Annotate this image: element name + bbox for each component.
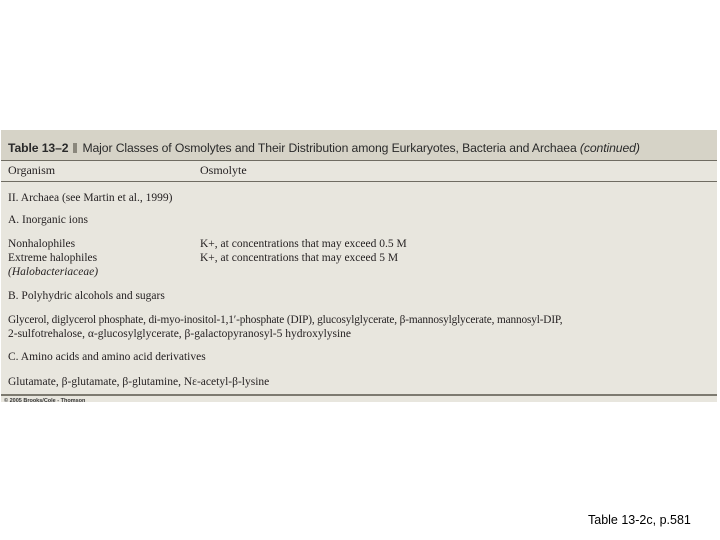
header-rule-top bbox=[1, 160, 717, 161]
osmolyte-cell: K+, at concentrations that may exceed 5 M bbox=[200, 252, 399, 264]
section-heading: II. Archaea (see Martin et al., 1999) bbox=[8, 192, 173, 204]
group-c-heading: C. Amino acids and amino acid derivatives bbox=[8, 351, 206, 363]
table-number: Table 13–2 bbox=[8, 141, 69, 155]
slide-caption: Table 13-2c, p.581 bbox=[588, 513, 691, 527]
table-title-text: Major Classes of Osmolytes and Their Distribution among Eurkaryotes, Bacteria and Archaea bbox=[82, 141, 577, 155]
group-b-heading: B. Polyhydric alcohols and sugars bbox=[8, 290, 165, 302]
group-c-line-1: Glutamate, β-glutamate, β-glutamine, Nε-acetyl-β-lysine bbox=[8, 376, 270, 388]
table-continued: (continued) bbox=[579, 141, 640, 155]
copyright-notice: © 2005 Brooks/Cole - Thomson bbox=[4, 398, 86, 404]
group-b-line-2: 2-sulfotrehalose, α-glucosylglycerate, β-galactopyranosyl-5 hydroxylysine bbox=[8, 328, 352, 340]
table-bottom-rule bbox=[1, 394, 717, 396]
organism-note: (Halobacteriaceae) bbox=[8, 266, 99, 278]
group-b-line-1: Glycerol, diglycerol phosphate, di-myo-inositol-1,1′-phosphate (DIP), glucosylglycerate, β-mannosylglycerate, mannosyl-DIP, bbox=[8, 314, 563, 326]
organism-cell: Nonhalophiles bbox=[8, 238, 76, 250]
header-rule-bottom bbox=[1, 181, 717, 182]
osmolyte-cell: K+, at concentrations that may exceed 0.5 M bbox=[200, 238, 407, 250]
group-a-heading: A. Inorganic ions bbox=[8, 214, 88, 226]
column-header-organism: Organism bbox=[8, 163, 56, 177]
table-title bbox=[8, 141, 640, 155]
title-separator-icon bbox=[73, 143, 77, 153]
organism-cell: Extreme halophiles bbox=[8, 252, 98, 264]
column-header-osmolyte: Osmolyte bbox=[200, 163, 247, 177]
